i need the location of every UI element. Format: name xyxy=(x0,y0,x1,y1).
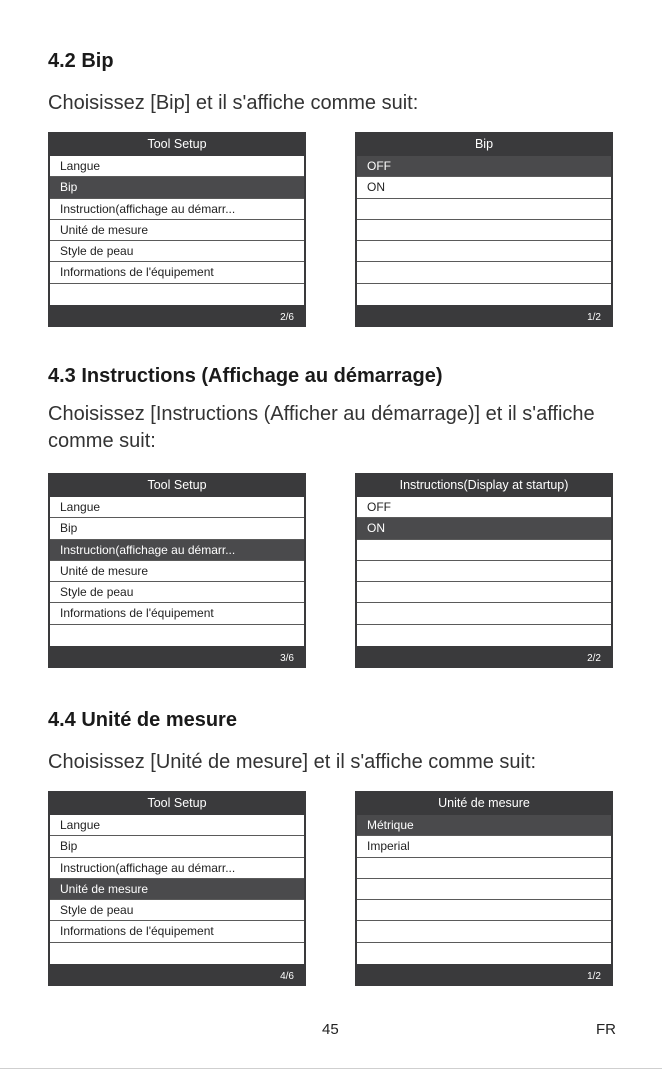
tool-setup-screen xyxy=(48,791,306,986)
menu-item: Instruction(affichage au démarr... xyxy=(50,199,304,220)
page-indicator: 4/6 xyxy=(280,971,294,982)
menu-item xyxy=(357,199,611,220)
menu-item: Style de peau xyxy=(50,582,304,603)
tool-setup-screen xyxy=(48,132,306,327)
section-heading: 4.4 Unité de mesure xyxy=(48,709,237,731)
unit-screen xyxy=(355,791,613,986)
menu-item: Imperial xyxy=(357,836,611,857)
menu-item-selected: OFF xyxy=(357,156,611,177)
menu-item: Style de peau xyxy=(50,241,304,262)
bottom-divider xyxy=(0,1068,662,1069)
menu-item xyxy=(357,858,611,879)
menu-item: Informations de l'équipement xyxy=(50,603,304,624)
screen-title: Unité de mesure xyxy=(438,796,530,810)
menu-item: Bip xyxy=(50,518,304,539)
screen-title: Tool Setup xyxy=(147,796,207,810)
menu-item xyxy=(50,625,304,646)
menu-item: Unité de mesure xyxy=(50,220,304,241)
menu-item xyxy=(357,241,611,262)
menu-item: Instruction(affichage au démarr... xyxy=(50,858,304,879)
page-indicator: 2/6 xyxy=(280,312,294,323)
menu-item: Unité de mesure xyxy=(50,561,304,582)
section-heading: 4.2 Bip xyxy=(48,50,114,72)
section-heading: 4.3 Instructions (Affichage au démarrage) xyxy=(48,365,443,387)
menu-item xyxy=(357,921,611,942)
screen-title: Instructions(Display at startup) xyxy=(399,478,569,492)
menu-list xyxy=(50,156,304,305)
menu-item: OFF xyxy=(357,497,611,518)
screen-title: Tool Setup xyxy=(147,137,207,151)
menu-item: Bip xyxy=(50,836,304,857)
menu-item xyxy=(357,561,611,582)
menu-item xyxy=(50,284,304,305)
menu-item: Langue xyxy=(50,497,304,518)
page-indicator: 1/2 xyxy=(587,971,601,982)
menu-item-selected: Unité de mesure xyxy=(50,879,304,900)
menu-list xyxy=(50,815,304,964)
menu-item: ON xyxy=(357,177,611,198)
menu-item: Informations de l'équipement xyxy=(50,921,304,942)
section-intro: Choisissez [Bip] et il s'affiche comme suit: xyxy=(48,92,419,114)
screen-title: Tool Setup xyxy=(147,478,207,492)
language-code: FR xyxy=(596,1021,616,1038)
menu-item xyxy=(357,943,611,964)
page-number: 45 xyxy=(322,1021,339,1038)
menu-item xyxy=(357,284,611,305)
menu-item-selected: ON xyxy=(357,518,611,539)
menu-item: Langue xyxy=(50,156,304,177)
bip-screen xyxy=(355,132,613,327)
menu-list xyxy=(357,497,611,646)
screen-title: Bip xyxy=(474,137,494,151)
section-intro: Choisissez [Unité de mesure] et il s'affiche comme suit: xyxy=(48,751,537,773)
section-intro: Choisissez [Instructions (Afficher au démarrage)] et il s'affiche comme suit: xyxy=(48,403,595,452)
menu-list xyxy=(357,815,611,964)
menu-item: Informations de l'équipement xyxy=(50,262,304,283)
menu-item-selected: Bip xyxy=(50,177,304,198)
menu-item xyxy=(357,262,611,283)
page-indicator: 2/2 xyxy=(587,653,601,664)
page-indicator: 1/2 xyxy=(587,312,601,323)
tool-setup-screen xyxy=(48,473,306,668)
menu-item xyxy=(50,943,304,964)
menu-list xyxy=(50,497,304,646)
menu-item xyxy=(357,220,611,241)
menu-item xyxy=(357,625,611,646)
menu-item xyxy=(357,603,611,624)
page-indicator: 3/6 xyxy=(280,653,294,664)
menu-item-selected: Métrique xyxy=(357,815,611,836)
menu-item: Langue xyxy=(50,815,304,836)
menu-list xyxy=(357,156,611,305)
menu-item-selected: Instruction(affichage au démarr... xyxy=(50,540,304,561)
menu-item xyxy=(357,540,611,561)
menu-item xyxy=(357,900,611,921)
instructions-screen xyxy=(355,473,613,668)
menu-item xyxy=(357,879,611,900)
menu-item xyxy=(357,582,611,603)
menu-item: Style de peau xyxy=(50,900,304,921)
